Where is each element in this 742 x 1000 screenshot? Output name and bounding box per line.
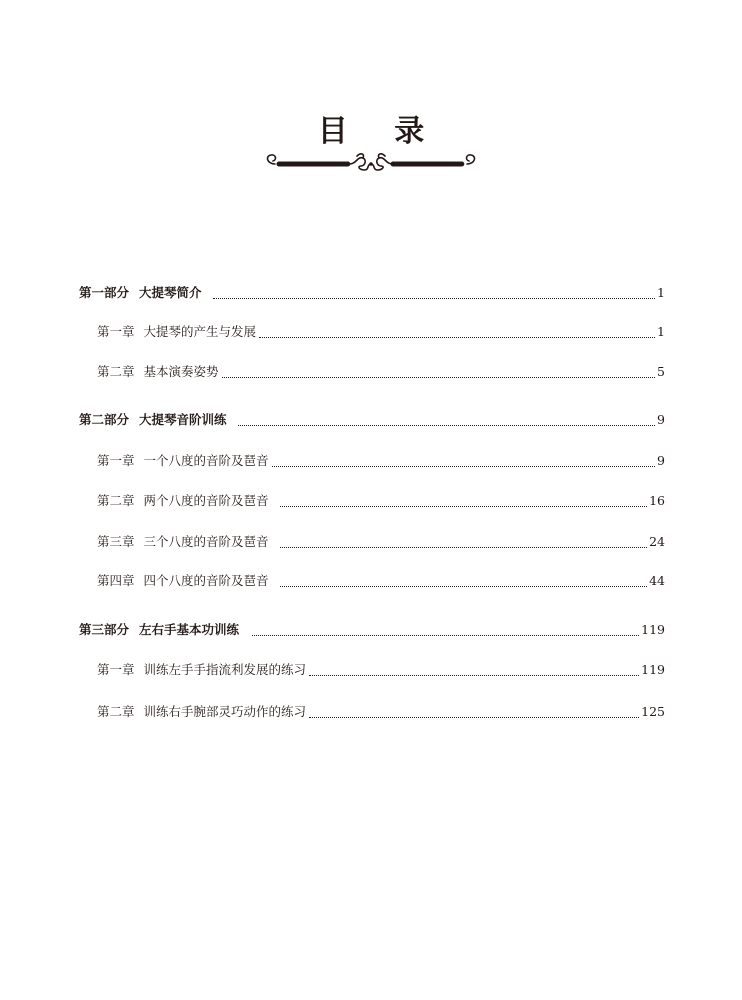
toc-chapter-entry[interactable] <box>97 532 665 552</box>
dot-leader <box>259 336 655 338</box>
dot-leader <box>309 716 639 718</box>
chapter-number: 第二章 <box>97 364 135 379</box>
part-title: 左右手基本功训练 <box>139 622 240 637</box>
chapter-title: 两个八度的音阶及琶音 <box>143 493 269 508</box>
dot-leader <box>280 546 648 548</box>
toc-chapter-entry[interactable] <box>97 451 665 471</box>
page-number: 119 <box>641 662 665 677</box>
page-number: 1 <box>657 324 665 339</box>
chapter-title: 训练右手腕部灵巧动作的练习 <box>143 704 307 719</box>
part-number: 第二部分 <box>79 412 130 427</box>
page-number: 24 <box>649 534 665 549</box>
toc-chapter-entry[interactable] <box>97 571 665 591</box>
chapter-title: 大提琴的产生与发展 <box>143 324 257 339</box>
toc-chapter-entry[interactable] <box>97 491 665 511</box>
page-number: 119 <box>641 622 665 637</box>
chapter-number: 第一章 <box>97 662 135 677</box>
toc-part-entry[interactable] <box>79 620 665 640</box>
part-title: 大提琴音阶训练 <box>139 412 227 427</box>
chapter-number: 第二章 <box>97 493 135 508</box>
page-number: 125 <box>641 704 665 719</box>
toc-part-entry[interactable] <box>79 410 665 430</box>
chapter-title: 四个八度的音阶及琶音 <box>143 573 269 588</box>
toc-chapter-entry[interactable] <box>97 702 665 722</box>
part-number: 第三部分 <box>79 622 130 637</box>
chapter-title: 基本演奏姿势 <box>143 364 219 379</box>
dot-leader <box>222 376 656 378</box>
dot-leader <box>309 674 639 676</box>
page-number: 16 <box>649 493 665 508</box>
chapter-title: 三个八度的音阶及琶音 <box>143 534 269 549</box>
page-number: 44 <box>649 573 665 588</box>
page-number: 5 <box>657 364 665 379</box>
part-title: 大提琴简介 <box>139 285 202 300</box>
dot-leader <box>272 465 656 467</box>
toc-chapter-entry[interactable] <box>97 322 665 342</box>
chapter-title: 一个八度的音阶及琶音 <box>143 453 269 468</box>
dot-leader <box>238 424 656 426</box>
dot-leader <box>280 505 648 507</box>
toc-part-entry[interactable] <box>79 283 665 303</box>
page-number: 9 <box>657 453 665 468</box>
page-number: 1 <box>657 285 665 300</box>
chapter-number: 第一章 <box>97 453 135 468</box>
chapter-number: 第三章 <box>97 534 135 549</box>
dot-leader <box>252 634 639 636</box>
page-title: 目 录 <box>317 114 443 149</box>
toc-chapter-entry[interactable] <box>97 362 665 382</box>
part-number: 第一部分 <box>79 285 130 300</box>
page-number: 9 <box>657 412 665 427</box>
dot-leader <box>280 585 648 587</box>
chapter-number: 第四章 <box>97 573 135 588</box>
dot-leader <box>213 297 656 299</box>
chapter-number: 第二章 <box>97 704 135 719</box>
toc-chapter-entry[interactable] <box>97 660 665 680</box>
chapter-title: 训练左手手指流利发展的练习 <box>143 662 307 677</box>
chapter-number: 第一章 <box>97 324 135 339</box>
